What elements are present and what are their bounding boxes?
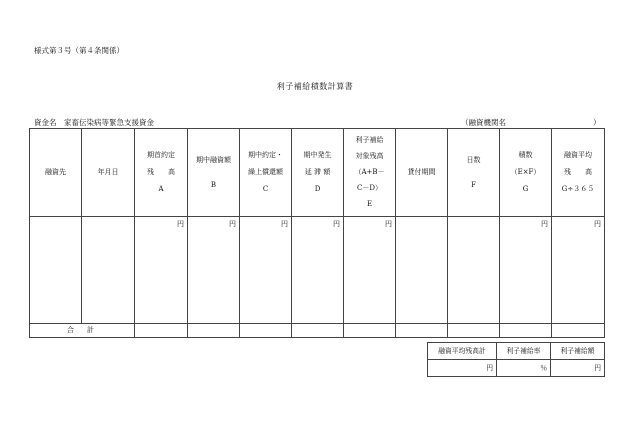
summary-table bbox=[427, 342, 605, 377]
cell-loan-period bbox=[396, 217, 448, 324]
col-average-balance: 融資平均 残 高 G÷３６５ bbox=[552, 129, 605, 217]
cell-days bbox=[448, 217, 500, 324]
col-product: 積数 （E×F） G bbox=[500, 129, 552, 217]
cell-product: 円 bbox=[500, 217, 552, 324]
col-borrower: 融資先 bbox=[30, 129, 82, 217]
summary-average-total-value: 円 bbox=[428, 360, 497, 377]
summary-subsidy-rate-value: ％ bbox=[497, 360, 551, 377]
col-repayments: 期中約定・ 繰上償還額 C bbox=[240, 129, 292, 217]
summary-average-total: 融資平均残高計 bbox=[428, 343, 497, 360]
cell-period-loans: 円 bbox=[188, 217, 240, 324]
form-number: 様式第３号（第４条関係） bbox=[34, 46, 124, 55]
fund-name: 家畜伝染病等緊急支援資金 bbox=[64, 118, 154, 127]
summary-value-row bbox=[428, 360, 605, 377]
total-label: 合 計 bbox=[30, 324, 135, 338]
col-loan-period: 貸付期間 bbox=[396, 129, 448, 217]
cell-borrower bbox=[30, 217, 82, 324]
col-arrears: 期中発生 延 滞 額 D bbox=[292, 129, 344, 217]
col-days: 日数 F bbox=[448, 129, 500, 217]
total-row bbox=[30, 324, 605, 338]
cell-average-balance: 円 bbox=[552, 217, 605, 324]
cell-arrears: 円 bbox=[292, 217, 344, 324]
summary-subsidy-amount: 利子補給額 bbox=[551, 343, 605, 360]
summary-header-row bbox=[428, 343, 605, 360]
cell-subsidy-balance: 円 bbox=[344, 217, 396, 324]
cell-repayments: 円 bbox=[240, 217, 292, 324]
col-date: 年月日 bbox=[82, 129, 135, 217]
col-subsidy-balance: 利子補給 対象残高 （A+B－ C－D） E bbox=[344, 129, 396, 217]
col-period-loans: 期中融資額 B bbox=[188, 129, 240, 217]
document-title: 利子補給積数計算書 bbox=[276, 82, 354, 91]
calculation-table bbox=[29, 128, 605, 338]
fund-label: 資金名 bbox=[34, 118, 57, 127]
institution-label: （融資機関名 bbox=[461, 118, 506, 127]
cell-date bbox=[82, 217, 135, 324]
summary-subsidy-amount-value: 円 bbox=[551, 360, 605, 377]
cell-opening-balance: 円 bbox=[135, 217, 188, 324]
col-opening-balance: 期首約定 残 高 A bbox=[135, 129, 188, 217]
header-row bbox=[30, 129, 605, 217]
summary-subsidy-rate: 利子補給率 bbox=[497, 343, 551, 360]
institution-close: ） bbox=[593, 118, 601, 127]
table-row bbox=[30, 217, 605, 324]
